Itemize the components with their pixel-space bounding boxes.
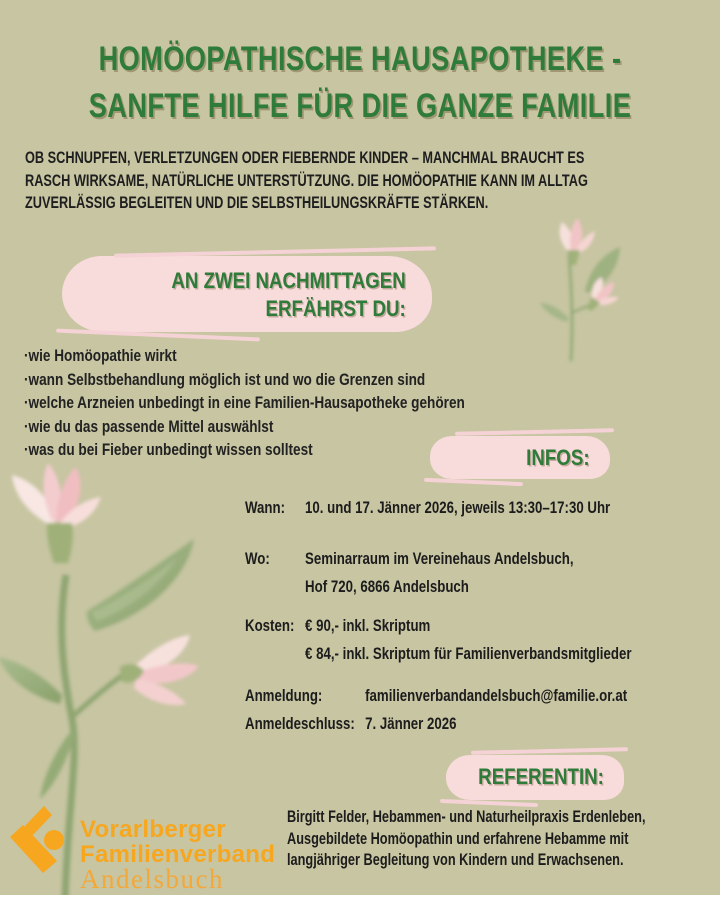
list-item: ·wie Homöopathie wirkt [24, 346, 177, 365]
bottom-border [0, 895, 720, 900]
anmeldung-label: Anmeldung: [245, 686, 323, 705]
infos-block [245, 494, 632, 738]
learn-heading-line2: ERFÄHRST DU: [265, 296, 406, 321]
logo-org-name [80, 817, 275, 867]
referentin-bio-line3: langjähriger Begleitung von Kindern und Erwachsenen. [287, 850, 624, 869]
familienverband-logo-icon [6, 798, 70, 898]
learn-heading-line1: AN ZWEI NACHMITTAGEN [171, 268, 406, 293]
info-row-wo [245, 545, 632, 601]
infos-heading-blob [430, 436, 610, 479]
logo-org-line1: Vorarlberger [80, 816, 226, 843]
kosten-value-line2: € 84,- inkl. Skriptum für Familienverbandsmitglieder [305, 644, 632, 663]
learn-heading [172, 267, 406, 323]
referentin-bio [287, 806, 645, 871]
page-title-line1: HOMÖOPATHISCHE HAUSAPOTHEKE - [98, 40, 622, 78]
list-item: ·was du bei Fieber unbedingt wissen solltest [24, 440, 313, 459]
wann-label: Wann: [245, 498, 286, 517]
info-row-wann [245, 494, 632, 522]
list-item: ·wie du das passende Mittel auswählst [24, 416, 274, 436]
logo-org-line2: Familienverband [80, 841, 276, 868]
infos-heading: INFOS: [526, 445, 590, 470]
referentin-heading-blob [446, 755, 624, 800]
intro-line2: RASCH WIRKSAME, NATÜRLICHE UNTERSTÜTZUNG. DIE HOMÖOPATHIE KANN IM ALLTAG [25, 170, 588, 190]
intro-line3: ZUVERLÄSSIG BEGLEITEN UND DIE SELBSTHEILUNGSKRÄFTE STÄRKEN. [25, 193, 489, 212]
anmeldeschluss-label: Anmeldeschluss: [245, 714, 355, 733]
page-title-line2: SANFTE HILFE FÜR DIE GANZE FAMILIE [88, 87, 632, 125]
page-title [72, 36, 648, 130]
list-item: ·wann Selbstbehandlung möglich ist und wo die Grenzen sind [24, 369, 426, 389]
wo-value-line1: Seminarraum im Vereinehaus Andelsbuch, [305, 549, 574, 568]
anmeldeschluss-value: 7. Jänner 2026 [365, 714, 457, 733]
flower-illustration-top-right [500, 195, 720, 365]
kosten-label: Kosten: [245, 616, 295, 635]
info-row-anmeldeschluss [245, 710, 632, 738]
kosten-value [305, 612, 631, 668]
info-row-anmeldung [245, 682, 632, 710]
wo-value-line2: Hof 720, 6866 Andelsbuch [305, 577, 469, 596]
intro-line1: OB SCHNUPFEN, VERLETZUNGEN ODER FIEBERNDE KINDER – MANCHMAL BRAUCHT ES [25, 148, 585, 167]
wann-value: 10. und 17. Jänner 2026, jeweils 13:30–17:30 Uhr [305, 498, 611, 517]
logo-location: Andelsbuch [80, 864, 224, 894]
learn-heading-blob [62, 256, 432, 332]
list-item: ·welche Arzneien unbedingt in eine Familien-Hausapotheke gehören [24, 393, 465, 412]
wo-value [305, 545, 573, 601]
referentin-bio-line1: Birgitt Felder, Hebammen- und Naturheilpraxis Erdenleben, [287, 807, 646, 826]
kosten-value-line1: € 90,- inkl. Skriptum [305, 616, 431, 635]
info-row-kosten [245, 612, 632, 668]
intro-paragraph [25, 147, 588, 215]
wo-label: Wo: [245, 549, 270, 568]
referentin-heading: REFERENTIN: [478, 764, 604, 789]
anmeldung-email: familienverbandandelsbuch@familie.or.at [365, 686, 628, 705]
referentin-bio-line2: Ausgebildete Homöopathin und erfahrene Hebamme mit [287, 828, 629, 848]
learn-list [24, 344, 465, 462]
